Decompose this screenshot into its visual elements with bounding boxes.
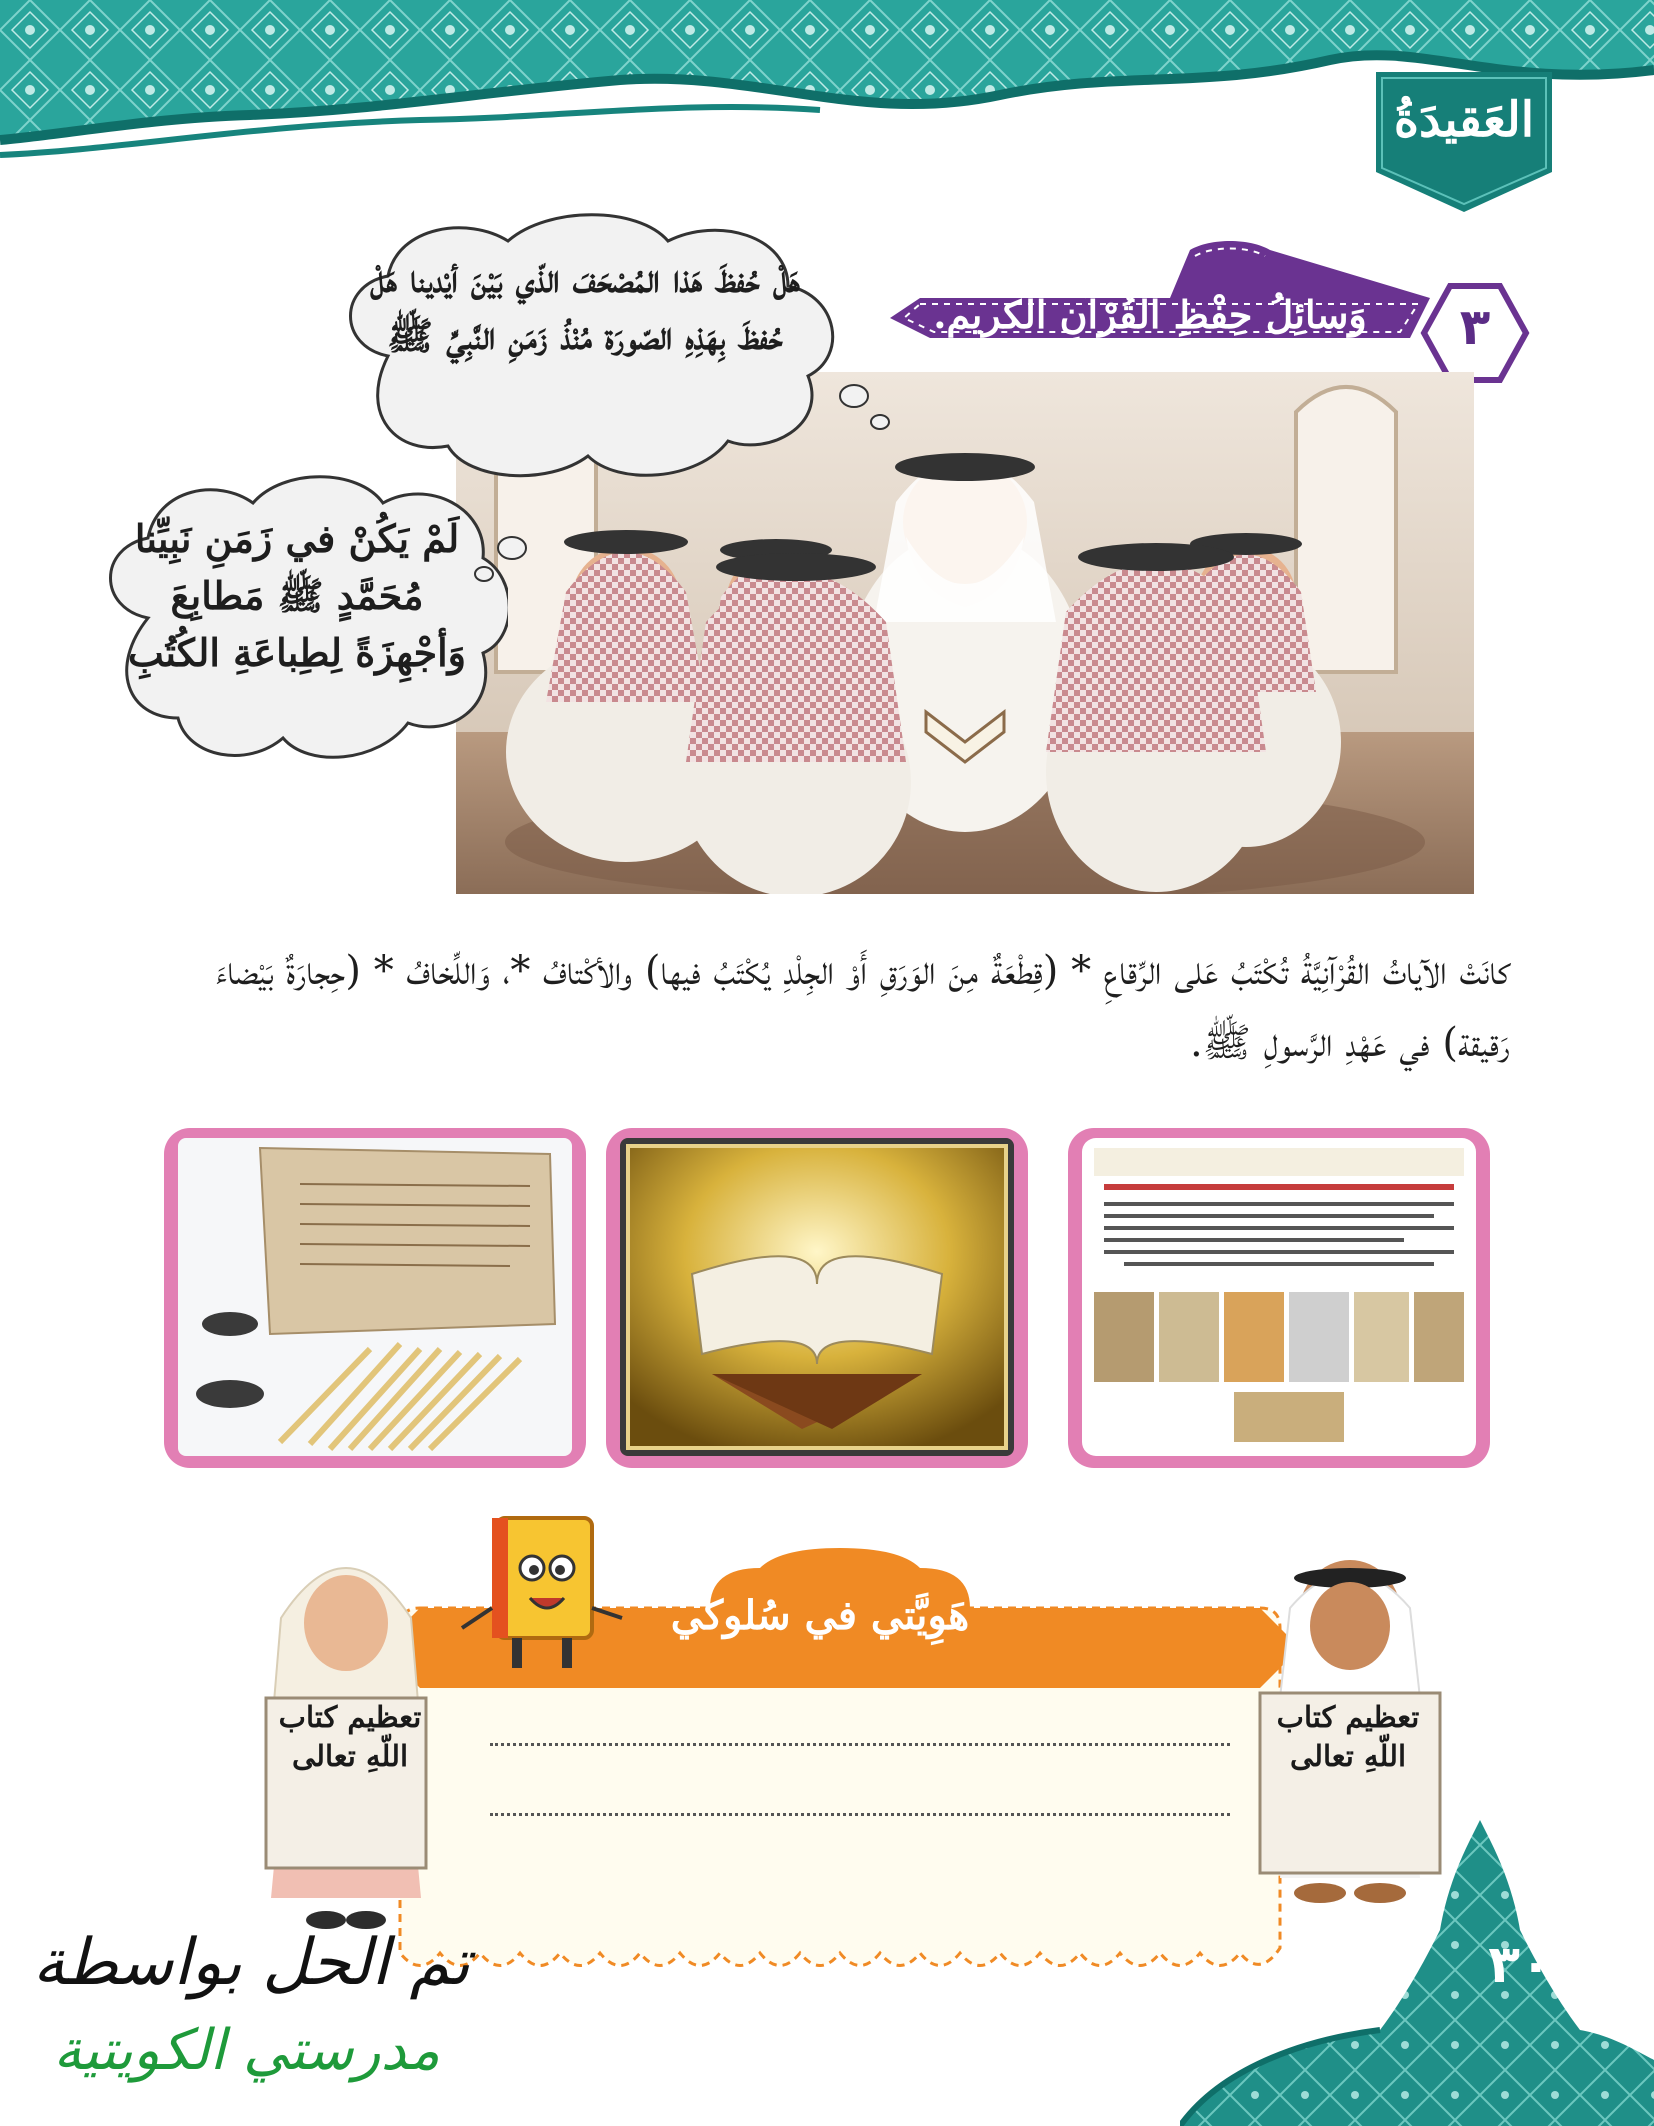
lesson-paragraph: كانَتْ الآياتُ القُرْآنِيَّةُ تُكْتَبُ عَلى الرِّقاعِ * (قِطْعَةٌ مِنَ الوَرَقِ أَوْ الجِلْدِ يُكْتَبُ فيها) والأكْتافُ *، وَاللِّخافُ * (حِجارَةٌ بَيْضاءَ رَقيقة) في عَهْدِ الرَّسولِ ﷺ. bbox=[215, 948, 1510, 1066]
thought-cloud-answer-text: لَمْ يَكُنْ في زَمَنِ نَبِيِّنا مُحَمَّدٍ ﷺ مَطابِعَ وَأجْهِزَةً لِطِباعَةِ الكُتُبِ bbox=[128, 516, 466, 675]
photo-parchment-and-reed-pens bbox=[160, 1124, 590, 1472]
section-number: ٣ bbox=[1459, 298, 1491, 356]
answer-line-1[interactable] bbox=[490, 1743, 1230, 1746]
solved-by-handwritten-line2: مدرستي الكويتية bbox=[53, 2018, 440, 2083]
sign-girl-text: تعظيم كتاب اللّهِ تعالى bbox=[278, 1700, 422, 1774]
answer-line-2[interactable] bbox=[490, 1813, 1230, 1816]
solved-by-handwritten-line1: تم الحل بواسطة bbox=[32, 1926, 470, 2000]
thought-bubble-dots-1 bbox=[836, 378, 906, 448]
sign-boy-text: تعظيم كتاب اللّهِ تعالى bbox=[1276, 1700, 1420, 1774]
subject-title: العَقيدَةُ bbox=[1393, 92, 1535, 148]
behavior-section-title: هَوِيَّتي في سُلوكي bbox=[670, 1592, 970, 1639]
thought-cloud-question-text: هَلْ حُفظَ هَذا المُصْحَفَ الذّي بَيْنَ أيْدينا هَلْ حُفظَ بِهَذِهِ الصّورَة مُنْذُ زَمَنِ النَّبِيِّ ﷺ bbox=[370, 256, 800, 358]
section-title: وَسائِلُ حِفْظِ القُرْآنِ الكريم. bbox=[933, 292, 1367, 337]
page-number: ٣٠ bbox=[1488, 1935, 1552, 1995]
photo-quran-collection-infographic bbox=[1064, 1124, 1494, 1472]
photo-quran-on-stand bbox=[602, 1124, 1032, 1472]
book-mascot-icon bbox=[452, 1508, 632, 1678]
